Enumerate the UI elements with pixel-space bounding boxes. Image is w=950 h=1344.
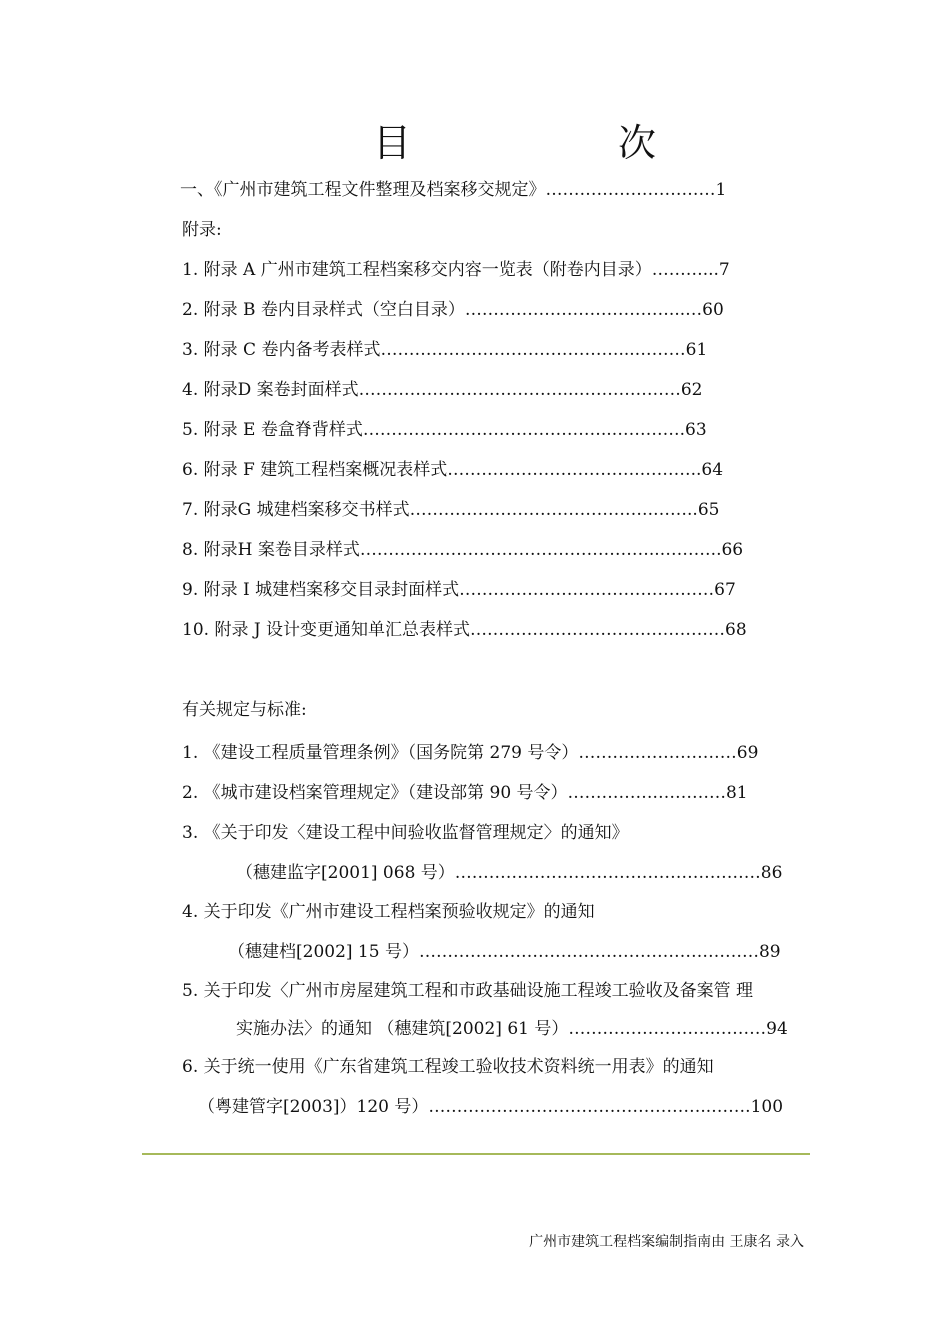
appendix-entry: 10. 附录 J 设计变更通知单汇总表样式………………………………………68 <box>182 620 747 640</box>
standards-entry: 6. 关于统一使用《广东省建筑工程竣工验收技术资料统一用表》的通知 <box>182 1057 714 1077</box>
appendix-entry: 7. 附录G 城建档案移交书样式…………………………………….……..65 <box>182 500 720 520</box>
standards-entry: 4. 关于印发《广州市建设工程档案预验收规定》的通知 <box>182 902 595 922</box>
standards-entry: 1. 《建设工程质量管理条例》（国务院第 279 号令）……….………………69 <box>182 743 759 763</box>
toc-title <box>0 118 950 168</box>
appendix-entry: 5. 附录 E 卷盒脊背样式……………………………………..………….63 <box>182 420 707 440</box>
standards-entry: 3. 《关于印发〈建设工程中间验收监督管理规定〉的通知》 <box>182 823 629 843</box>
appendix-entry: 2. 附录 B 卷内目录样式（空白目录）………………………………...…60 <box>182 300 724 320</box>
appendix-entry: 9. 附录 I 城建档案移交目录封面样式………………………………………67 <box>182 580 736 600</box>
standards-entry-continuation: （穗建档[2002] 15 号）……………………………………………………89 <box>228 942 781 962</box>
standards-heading: 有关规定与标准: <box>182 700 307 720</box>
appendix-entry: 1. 附录 A 广州市建筑工程档案移交内容一览表（附卷内目录）………...7 <box>182 260 730 280</box>
standards-entry-continuation: 实施办法〉的通知 （穗建筑[2002] 61 号）……………………..………94 <box>236 1019 788 1039</box>
appendix-entry: 6. 附录 F 建筑工程档案概况表样式…………………………….………..64 <box>182 460 724 480</box>
appendix-entry: 8. 附录H 案卷目录样式……………………………………………..………..66 <box>182 540 744 560</box>
appendix-entry: 4. 附录D 案卷封面样式………………………………...………………62 <box>182 380 703 400</box>
standards-entry: 2. 《城市建设档案管理规定》（建设部第 90 号令）…………….…………81 <box>182 783 748 803</box>
footer-divider <box>142 1153 810 1155</box>
toc-title-char-1: 目 <box>373 121 412 165</box>
toc-main-entry: 一、《广州市建筑工程文件整理及档案移交规定》…………………………1 <box>180 180 727 200</box>
standards-entry: 5. 关于印发〈广州市房屋建筑工程和市政基础设施工程竣工验收及备案管 理 <box>182 981 754 1001</box>
footer-credit: 广州市建筑工程档案编制指南由 王康名 录入 <box>529 1234 804 1250</box>
standards-entry-continuation: （穗建监字[2001] 068 号）………………………………………………86 <box>236 863 783 883</box>
standards-entry-continuation: （粤建管字[2003]）120 号）…………………………………………..…….100 <box>198 1097 784 1117</box>
appendix-heading: 附录: <box>182 220 222 240</box>
appendix-entry: 3. 附录 C 卷内备考表样式……………………………………...………61 <box>182 340 708 360</box>
toc-title-char-2: 次 <box>618 121 657 165</box>
